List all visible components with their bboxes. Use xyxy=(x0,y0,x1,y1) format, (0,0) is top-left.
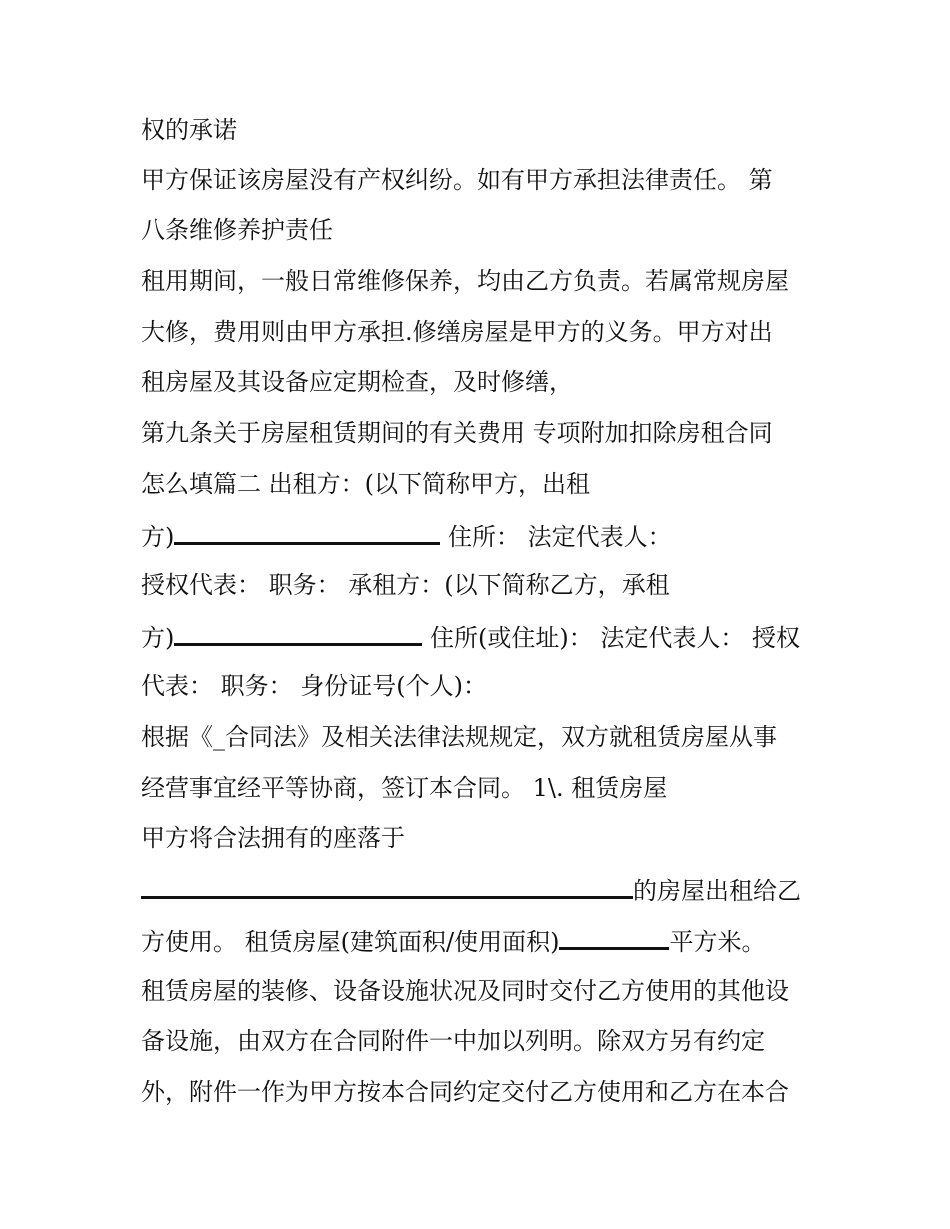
text-line: 备设施，由双方在合同附件一中加以列明。除双方另有约定 xyxy=(141,1027,765,1055)
lessor-suffix: 住所： 法定代表人： xyxy=(440,523,672,551)
area-prefix: 方使用。 租赁房屋(建筑面积/使用面积) xyxy=(141,928,560,956)
text-line: 代表： 职务： 身份证号(个人)： xyxy=(141,672,487,700)
text-line: 怎么填篇二 出租方：(以下简称甲方，出租 xyxy=(141,470,590,498)
text-line: 租赁房屋的装修、设备设施状况及同时交付乙方使用的其他设 xyxy=(141,977,789,1005)
lessee-suffix: 住所(或住址)： 法定代表人： 授权 xyxy=(422,624,800,652)
lessee-prefix: 方) xyxy=(141,624,175,652)
text-line: 甲方将合法拥有的座落于 xyxy=(141,824,405,852)
lessor-prefix: 方) xyxy=(141,523,175,551)
area-blank xyxy=(559,925,669,950)
text-line: 八条维修养护责任 xyxy=(141,216,333,244)
text-line: 租房屋及其设备应定期检查，及时修缮， xyxy=(141,368,573,396)
text-line: 权的承诺 xyxy=(141,116,237,144)
area-line xyxy=(141,925,765,957)
lessor-name-blank xyxy=(174,520,440,545)
text-line: 经营事宜经平等协商，签订本合同。 1\. 租赁房屋 xyxy=(141,774,668,802)
text-line: 授权代表： 职务： 承租方：(以下简称乙方，承租 xyxy=(141,571,670,599)
property-location-blank xyxy=(141,874,633,899)
area-suffix: 平方米。 xyxy=(669,928,766,956)
location-suffix: 的房屋出租给乙 xyxy=(633,877,801,905)
property-location-line xyxy=(141,874,801,906)
text-line: 甲方保证该房屋没有产权纠纷。如有甲方承担法律责任。 第 xyxy=(141,166,773,194)
text-line: 租用期间，一般日常维修保养，均由乙方负责。若属常规房屋 xyxy=(141,267,789,295)
lessor-name-line xyxy=(141,520,672,552)
text-line: 外，附件一作为甲方按本合同约定交付乙方使用和乙方在本合 xyxy=(141,1078,789,1106)
lessee-name-line xyxy=(141,621,800,653)
lessee-name-blank xyxy=(174,621,422,646)
text-line: 根据《_合同法》及相关法律法规规定，双方就租赁房屋从事 xyxy=(141,723,777,751)
text-line: 第九条关于房屋租赁期间的有关费用 专项附加扣除房租合同 xyxy=(141,419,773,447)
text-line: 大修，费用则由甲方承担.修缮房屋是甲方的义务。甲方对出 xyxy=(141,318,773,346)
